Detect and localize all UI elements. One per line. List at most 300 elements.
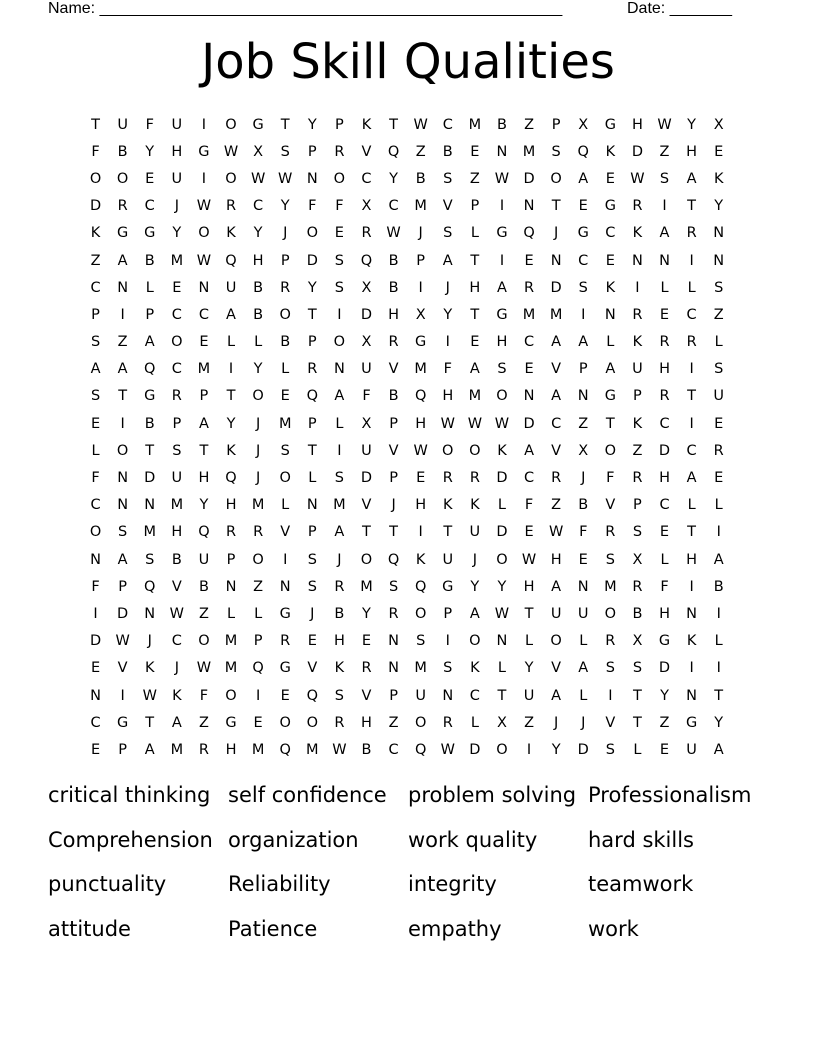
grid-letter: R [632,306,643,323]
grid-letter: A [117,252,128,269]
grid-letter: O [496,388,508,405]
grid-letter: J [255,442,261,459]
grid-letter: Q [144,578,156,595]
grid-letter: M [522,306,536,323]
grid-letter: L [254,605,263,622]
grid-letter: K [497,442,507,459]
grid-letter: U [171,170,183,187]
grid-letter: P [307,524,317,541]
grid-letter: U [361,361,372,378]
grid-letter: P [199,388,209,405]
grid-letter: V [117,660,128,677]
grid-letter: H [388,306,400,323]
grid-letter: B [713,578,724,595]
grid-letter: I [93,605,98,622]
grid-letter: I [689,660,694,677]
grid-letter: R [632,198,643,215]
grid-letter: U [361,442,372,459]
grid-letter: X [632,633,643,650]
grid-letter: S [605,741,615,758]
grid-letter: W [196,660,212,677]
grid-letter: R [686,334,697,351]
grid-letter: R [334,143,345,160]
grid-letter: I [418,524,423,541]
name-field-label: Name: ____________________________________________________ [48,0,563,17]
grid-letter: O [496,741,508,758]
grid-letter: A [90,361,101,378]
grid-letter: T [280,116,290,133]
grid-letter: T [632,687,642,704]
grid-letter: S [605,660,615,677]
word-list-item: critical thinking [48,783,211,808]
grid-letter: N [686,605,698,622]
grid-letter: M [224,660,238,677]
grid-letter: Y [362,605,371,622]
grid-letter: Z [198,714,209,731]
grid-letter: K [605,279,616,296]
grid-letter: L [281,497,290,514]
grid-letter: P [307,143,317,160]
grid-letter: C [144,198,155,215]
grid-letter: R [442,714,453,731]
grid-letter: H [469,279,481,296]
grid-letter: A [686,170,697,187]
grid-letter: E [416,470,426,487]
grid-letter: E [659,306,670,323]
grid-letter: M [170,741,184,758]
grid-letter: J [581,714,586,731]
grid-letter: G [496,306,508,323]
grid-letter: F [91,578,100,595]
grid-letter: I [255,687,261,704]
grid-letter: N [577,388,589,405]
grid-letter: C [551,415,562,432]
grid-letter: L [254,334,263,351]
grid-letter: Y [253,361,263,378]
grid-letter: Q [306,687,318,704]
grid-letter: W [115,633,130,650]
grid-letter: F [362,388,371,405]
grid-letter: G [198,143,210,160]
grid-letter: G [604,198,616,215]
grid-letter: X [253,143,264,160]
grid-letter: U [198,551,210,568]
grid-letter: P [118,741,128,758]
grid-letter: O [469,442,481,459]
grid-letter: N [550,252,562,269]
grid-letter: A [686,470,697,487]
grid-letter: E [524,361,534,378]
grid-letter: W [278,170,293,187]
grid-letter: A [198,415,209,432]
grid-letter: J [255,470,261,487]
grid-letter: L [470,225,479,242]
grid-letter: R [713,442,724,459]
grid-letter: U [225,279,237,296]
grid-letter: C [253,198,264,215]
grid-letter: Z [659,714,670,731]
word-list-item: Patience [228,916,318,941]
grid-letter: N [713,225,725,242]
grid-letter: O [442,442,454,459]
grid-letter: E [470,143,480,160]
grid-letter: O [198,633,210,650]
grid-letter: H [333,633,345,650]
word-list-item: hard skills [588,827,694,852]
grid-letter: Q [577,143,589,160]
grid-letter: B [280,334,291,351]
word-list-item: Comprehension [48,827,213,852]
grid-letter: K [605,143,616,160]
grid-letter: Y [687,116,697,133]
grid-letter: J [445,279,450,296]
grid-letter: B [253,306,264,323]
grid-letter: S [334,687,344,704]
grid-letter: E [199,334,209,351]
grid-letter: M [414,198,427,215]
grid-letter: G [604,116,616,133]
grid-letter: L [497,497,506,514]
grid-letter: G [658,633,671,650]
word-list-item: self confidence [228,783,387,808]
grid-letter: L [579,687,588,704]
grid-letter: D [658,442,671,459]
grid-letter: A [496,279,507,296]
grid-letter: J [581,470,586,487]
grid-letter: K [443,497,453,514]
grid-letter: L [687,497,696,514]
grid-letter: Y [145,143,155,160]
grid-letter: C [578,252,589,269]
grid-letter: U [686,741,697,758]
grid-letter: T [714,687,724,704]
grid-letter: S [659,170,670,187]
grid-letter: R [388,605,399,622]
grid-letter: N [496,633,508,650]
grid-letter: E [145,170,155,187]
grid-letter: E [714,415,724,432]
grid-letter: Q [360,252,373,269]
grid-letter: L [579,633,588,650]
grid-letter: N [117,470,129,487]
grid-letter: T [470,306,480,323]
grid-letter: Y [714,198,724,215]
grid-letter: Z [415,143,426,160]
grid-letter: X [496,714,507,731]
grid-letter: M [251,497,265,514]
grid-letter: R [388,334,399,351]
grid-letter: H [686,143,698,160]
grid-letter: T [226,388,236,405]
grid-letter: S [551,143,561,160]
grid-letter: E [172,279,182,296]
grid-letter: X [632,551,643,568]
grid-letter: K [686,633,697,650]
grid-letter: W [440,415,455,432]
grid-letter: C [90,714,101,731]
grid-letter: T [389,524,398,541]
grid-letter: L [470,714,479,731]
grid-letter: G [117,714,129,731]
grid-letter: V [551,442,562,459]
grid-letter: A [659,225,670,242]
grid-letter: T [199,442,209,459]
grid-letter: W [332,741,347,758]
word-list-item: work [588,916,639,941]
grid-letter: B [388,252,399,269]
grid-letter: T [145,714,155,731]
grid-letter: P [118,578,128,595]
grid-letter: T [687,524,697,541]
grid-letter: C [659,497,670,514]
grid-letter: S [334,470,344,487]
grid-letter: T [687,198,697,215]
grid-letter: I [228,361,234,378]
grid-letter: U [523,687,535,704]
grid-letter: D [523,170,535,187]
grid-letter: P [91,306,100,323]
grid-letter: O [171,334,183,351]
grid-letter: K [226,225,236,242]
grid-letter: P [253,633,263,650]
grid-letter: Y [660,687,669,704]
grid-letter: R [632,470,643,487]
grid-letter: W [196,252,212,269]
grid-letter: G [279,605,291,622]
grid-letter: H [659,470,670,487]
grid-letter: O [116,442,129,459]
grid-letter: V [551,361,562,378]
grid-letter: T [118,388,128,405]
grid-letter: T [687,388,697,405]
grid-letter: L [226,334,236,351]
grid-letter: A [551,578,562,595]
grid-letter: I [635,279,640,296]
grid-letter: B [334,605,345,622]
grid-letter: E [90,660,101,677]
grid-letter: H [415,497,427,514]
grid-letter: R [198,741,209,758]
grid-letter: B [198,578,209,595]
grid-letter: L [714,497,723,514]
grid-letter: L [660,551,669,568]
grid-letter: W [467,415,483,432]
grid-letter: N [388,633,399,650]
grid-letter: B [117,143,128,160]
grid-letter: T [145,442,155,459]
grid-letter: J [174,198,179,215]
grid-letter: J [472,551,477,568]
grid-letter: A [605,361,616,378]
grid-letter: O [89,524,102,541]
grid-letter: M [224,633,238,650]
grid-letter: R [171,388,182,405]
grid-letter: Z [524,116,535,133]
grid-letter: P [633,497,642,514]
grid-letter: K [226,442,236,459]
grid-letter: K [144,660,155,677]
grid-letter: T [362,524,371,541]
header-line [48,0,748,20]
grid-letter: D [523,415,535,432]
grid-letter: F [199,687,209,704]
grid-letter: K [470,660,480,677]
grid-letter: O [252,551,264,568]
grid-letter: R [659,334,670,351]
grid-letter: E [524,524,534,541]
grid-letter: Z [524,714,535,731]
grid-letter: N [713,252,725,269]
grid-letter: A [117,551,128,568]
word-list-item: integrity [408,872,497,897]
grid-letter: C [90,497,101,514]
grid-letter: N [442,687,454,704]
grid-letter: G [496,225,508,242]
grid-letter: R [605,524,616,541]
grid-letter: O [604,442,617,459]
grid-letter: R [280,279,291,296]
grid-letter: B [578,497,589,514]
word-list-item: Reliability [228,872,331,897]
grid-letter: L [308,470,317,487]
grid-letter: H [523,578,535,595]
grid-letter: T [470,252,480,269]
grid-letter: J [337,551,342,568]
date-field-label: Date: _______ [627,0,732,17]
grid-letter: L [525,633,534,650]
grid-letter: H [550,551,562,568]
grid-letter: U [469,524,481,541]
grid-letter: F [660,578,669,595]
page-title: Job Skill Qualities [201,34,615,90]
grid-letter: K [334,660,345,677]
grid-letter: I [120,415,125,432]
grid-letter: P [389,687,398,704]
grid-letter: W [494,605,510,622]
grid-letter: P [416,252,426,269]
grid-letter: T [551,198,561,215]
grid-letter: O [306,714,318,731]
grid-letter: D [496,470,508,487]
grid-letter: E [470,334,480,351]
grid-letter: O [116,170,129,187]
grid-letter: Y [470,578,480,595]
grid-letter: P [443,605,453,622]
grid-letter: V [171,578,182,595]
grid-letter: I [201,116,207,133]
grid-letter: Y [524,660,534,677]
grid-letter: F [579,524,588,541]
grid-letter: M [414,660,427,677]
grid-letter: V [442,198,453,215]
grid-letter: M [143,524,156,541]
grid-letter: R [361,225,372,242]
grid-letter: D [469,741,481,758]
grid-letter: J [554,225,559,242]
grid-letter: U [117,116,128,133]
grid-letter: B [361,741,372,758]
grid-letter: K [361,116,372,133]
grid-letter: A [442,252,453,269]
grid-letter: R [524,279,535,296]
grid-letter: Q [523,225,535,242]
grid-letter: O [225,116,237,133]
grid-letter: J [283,225,288,242]
grid-letter: E [578,198,588,215]
grid-letter: O [333,170,346,187]
grid-letter: L [714,633,723,650]
grid-letter: Y [551,741,561,758]
grid-letter: I [201,170,207,187]
grid-letter: E [90,415,101,432]
grid-letter: H [631,116,643,133]
grid-letter: W [413,116,428,133]
grid-letter: N [90,551,101,568]
grid-letter: C [523,334,535,351]
grid-letter: A [144,334,155,351]
grid-letter: E [280,388,290,405]
grid-letter: C [388,741,399,758]
grid-letter: W [630,170,645,187]
grid-letter: V [605,497,616,514]
grid-letter: D [360,306,373,323]
grid-letter: C [171,306,182,323]
grid-letter: Q [414,388,427,405]
grid-letter: L [714,334,723,351]
grid-letter: E [659,524,670,541]
grid-letter: R [442,470,453,487]
grid-letter: L [687,279,696,296]
grid-letter: T [389,116,398,133]
grid-letter: O [225,687,237,704]
grid-letter: E [90,741,101,758]
grid-letter: X [361,415,372,432]
grid-letter: P [335,116,344,133]
grid-letter: Z [713,306,724,323]
grid-letter: N [117,279,129,296]
grid-letter: B [144,415,155,432]
grid-letter: I [689,415,694,432]
grid-letter: O [252,388,264,405]
grid-letter: N [306,170,318,187]
grid-letter: M [170,252,184,269]
grid-letter: N [90,687,101,704]
grid-letter: H [171,524,183,541]
grid-letter: K [632,415,643,432]
grid-letter: W [494,415,510,432]
grid-letter: N [659,252,670,269]
grid-letter: S [443,225,453,242]
grid-letter: A [578,334,589,351]
grid-letter: R [253,524,264,541]
grid-letter: Z [90,252,101,269]
grid-letter: H [198,470,210,487]
grid-letter: P [389,470,398,487]
grid-letter: M [360,578,373,595]
grid-letter: F [524,497,534,514]
grid-letter: O [414,605,427,622]
grid-letter: J [418,225,423,242]
grid-letter: T [632,714,642,731]
grid-letter: C [171,361,182,378]
grid-letter: Y [253,225,263,242]
letter-grid [82,111,732,764]
grid-letter: S [632,524,643,541]
grid-letter: I [445,334,450,351]
grid-letter: R [334,714,345,731]
grid-letter: O [333,334,346,351]
grid-letter: H [225,741,237,758]
